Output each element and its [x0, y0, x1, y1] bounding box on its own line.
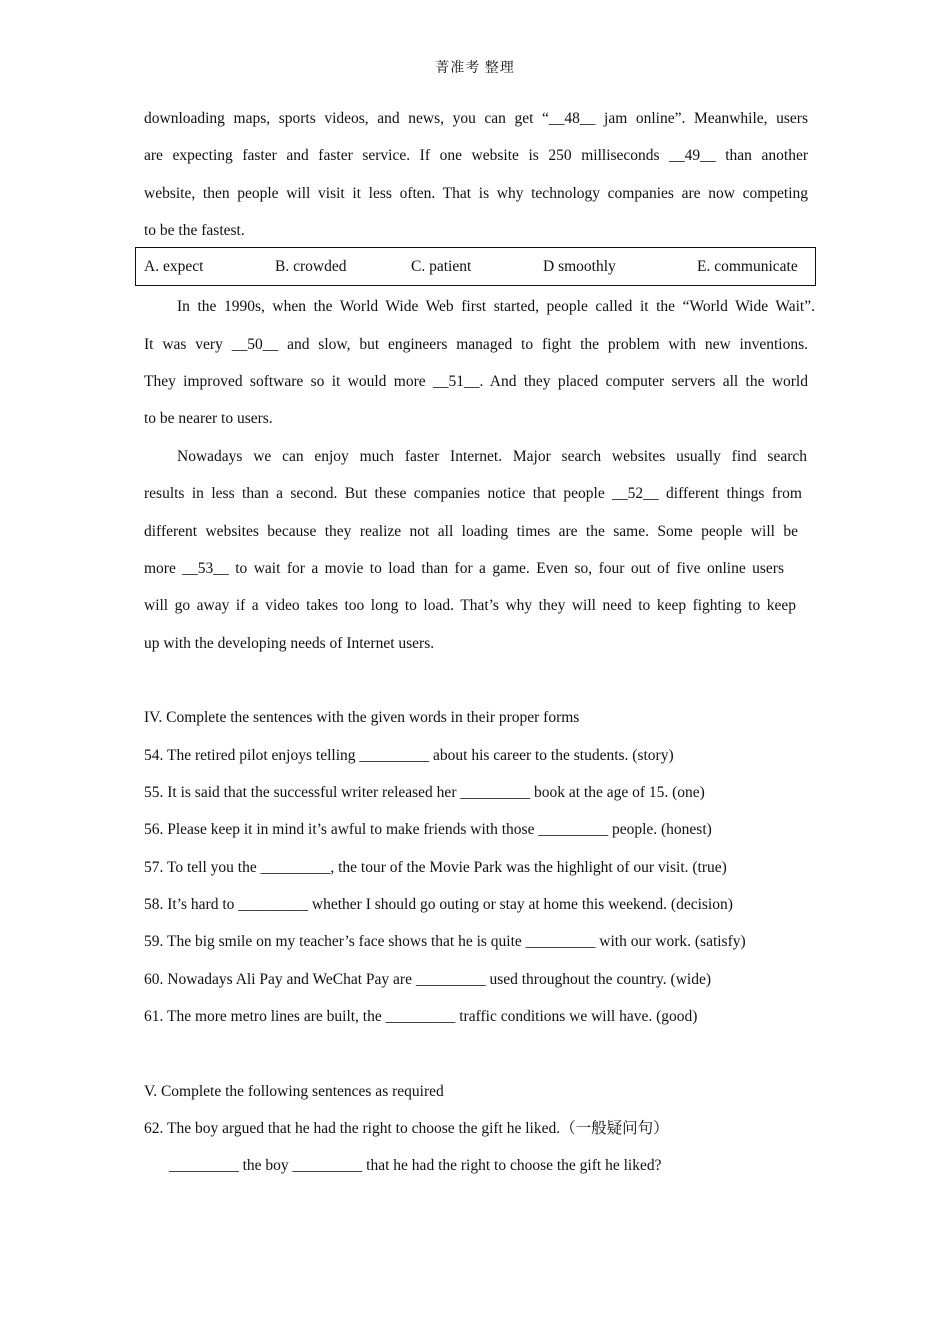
page-header: 菁准考 整理 [435, 61, 515, 76]
word-option-c: C. patient [411, 258, 472, 275]
word-option-e: E. communicate [697, 258, 798, 275]
question-55: 55. It is said that the successful writer released her _________ book at the age of 15. (one) [144, 784, 705, 801]
passage-line: They improved software so it would more __51__. And they placed computer servers all the world [144, 373, 808, 390]
passage-line: more __53__ to wait for a movie to load than for a game. Even so, four out of five online users [144, 560, 784, 577]
word-option-b: B. crowded [275, 258, 347, 275]
question-58: 58. It’s hard to _________ whether I should go outing or stay at home this weekend. (decision) [144, 896, 733, 913]
passage-line: are expecting faster and faster service. If one website is 250 milliseconds __49__ than another [144, 147, 808, 164]
passage-line: up with the developing needs of Internet users. [144, 635, 435, 652]
question-61: 61. The more metro lines are built, the _________ traffic conditions we will have. (good) [144, 1008, 698, 1025]
question-59: 59. The big smile on my teacher’s face shows that he is quite _________ with our work. (satisfy) [144, 933, 746, 950]
section-4-title: IV. Complete the sentences with the given words in their proper forms [144, 709, 580, 726]
passage-line: In the 1990s, when the World Wide Web first started, people called it the “World Wide Wait”. [177, 298, 815, 315]
question-57: 57. To tell you the _________, the tour of the Movie Park was the highlight of our visit. (true) [144, 859, 727, 876]
word-option-d: D smoothly [543, 258, 616, 275]
question-62: 62. The boy argued that he had the right to choose the gift he liked.（一般疑问句） [144, 1120, 669, 1137]
passage-line: results in less than a second. But these companies notice that people __52__ different things from [144, 485, 802, 502]
passage-line: will go away if a video takes too long to load. That’s why they will need to keep fighting to keep [144, 597, 796, 614]
section-5-title: V. Complete the following sentences as required [144, 1083, 444, 1100]
question-60: 60. Nowadays Ali Pay and WeChat Pay are _________ used throughout the country. (wide) [144, 971, 711, 988]
question-54: 54. The retired pilot enjoys telling _________ about his career to the students. (story) [144, 747, 674, 764]
question-62-answer: _________ the boy _________ that he had the right to choose the gift he liked? [169, 1157, 662, 1174]
passage-line: It was very __50__ and slow, but engineers managed to fight the problem with new inventions. [144, 336, 808, 353]
passage-line: website, then people will visit it less often. That is why technology companies are now competing [144, 185, 808, 202]
passage-line: downloading maps, sports videos, and news, you can get “__48__ jam online”. Meanwhile, users [144, 110, 808, 127]
passage-line: to be the fastest. [144, 222, 245, 239]
word-box [135, 247, 816, 286]
question-56: 56. Please keep it in mind it’s awful to make friends with those _________ people. (honest) [144, 821, 712, 838]
passage-line: different websites because they realize not all loading times are the same. Some people will be [144, 523, 798, 540]
passage-line: Nowadays we can enjoy much faster Internet. Major search websites usually find search [177, 448, 807, 465]
passage-line: to be nearer to users. [144, 410, 273, 427]
word-option-a: A. expect [144, 258, 204, 275]
